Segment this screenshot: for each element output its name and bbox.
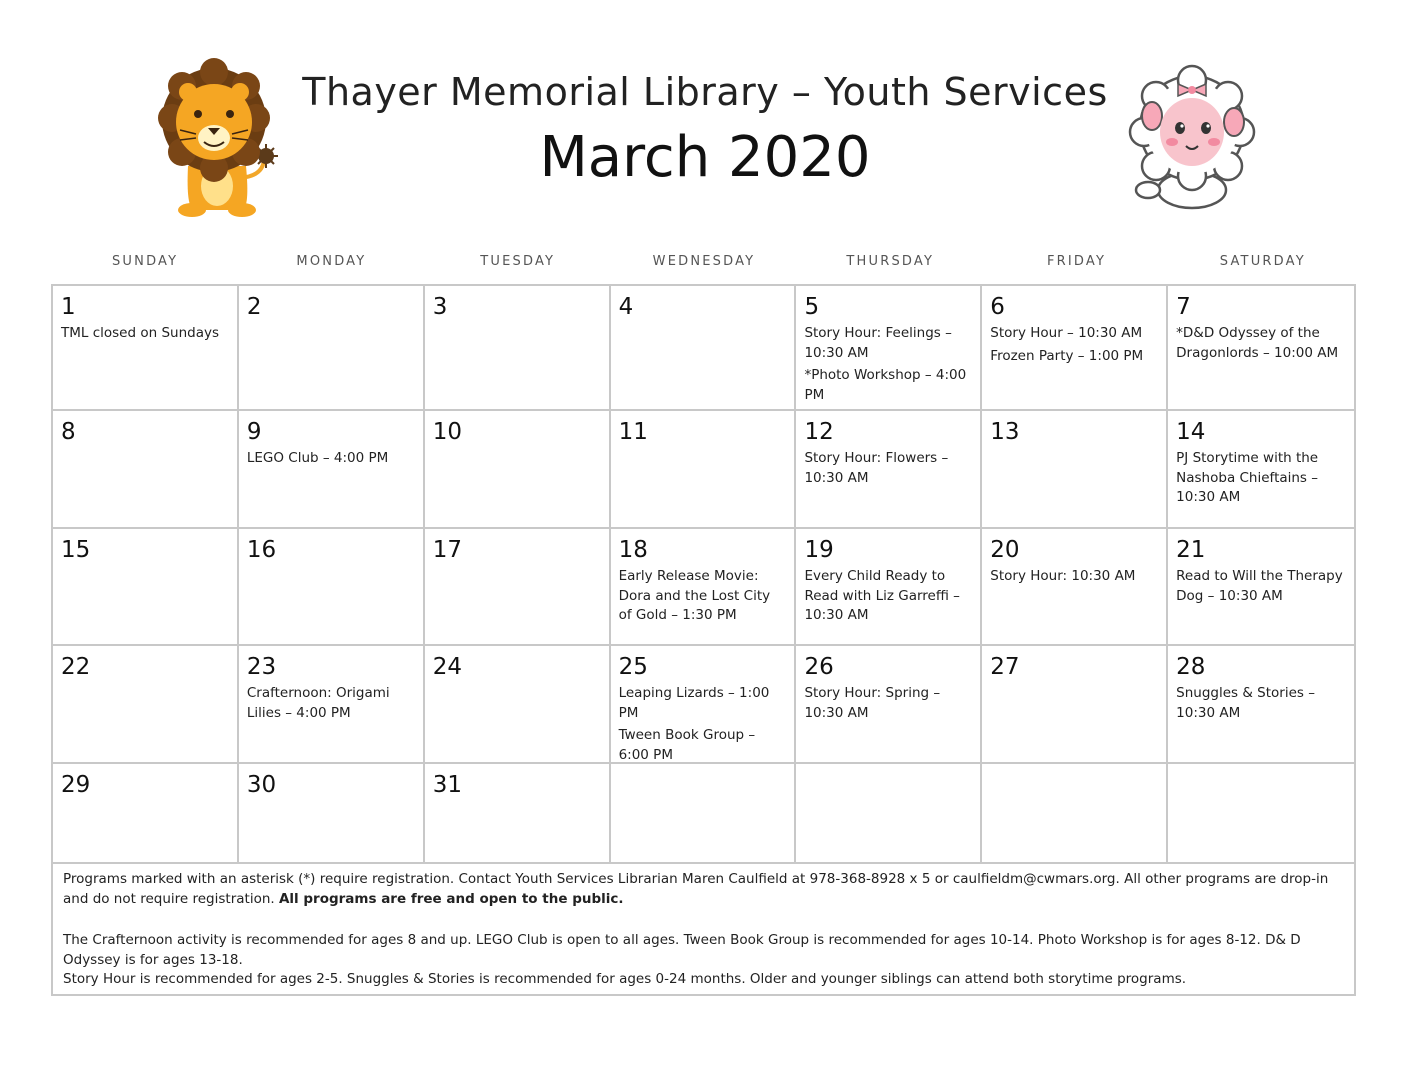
day-number: 20	[990, 537, 1020, 563]
day-cell-3	[425, 286, 611, 409]
day-number: 15	[61, 537, 91, 563]
day-cell-5	[796, 286, 982, 409]
day-number: 23	[246, 654, 277, 680]
day-cell-23	[239, 646, 425, 762]
weekday-monday: MONDAY	[296, 254, 367, 269]
weekday-thursday: THURSDAY	[846, 254, 935, 269]
day-number: 31	[432, 772, 462, 798]
event-item: Story Hour: 10:30 AM	[990, 568, 1136, 584]
day-number: 9	[246, 419, 262, 445]
day-number: 3	[432, 294, 448, 320]
day-number: 18	[618, 537, 648, 563]
day-cell-4	[611, 286, 797, 409]
calendar-week-row	[53, 764, 1354, 864]
day-number: 7	[1176, 294, 1191, 320]
event-item: Read to Will the Therapy Dog – 10:30 AM	[1176, 568, 1343, 604]
event-item: *D&D Odyssey of the Dragonlords – 10:00 AM	[1176, 325, 1339, 361]
day-cell-14	[1168, 411, 1354, 527]
day-cell-10	[425, 411, 611, 527]
calendar-grid	[51, 284, 1356, 996]
library-title: Thayer Memorial Library – Youth Services	[302, 70, 1108, 114]
day-number: 14	[1176, 419, 1206, 445]
day-number: 8	[61, 419, 76, 445]
note-storytime-ages: Story Hour is recommended for ages 2-5. Snuggles & Stories is recommended for ages 0-24 months. Older and younger siblings can attend both storytime programs.	[63, 971, 1187, 987]
event-item: LEGO Club – 4:00 PM	[246, 450, 389, 466]
weekday-tuesday: TUESDAY	[480, 254, 556, 269]
weekday-saturday: SATURDAY	[1219, 254, 1306, 269]
day-number: 12	[804, 419, 834, 445]
day-cell-28	[1168, 646, 1354, 762]
lion-icon	[152, 58, 284, 218]
event-item: Crafternoon: Origami Lilies – 4:00 PM	[246, 685, 390, 721]
empty-day-cell	[982, 764, 1168, 862]
day-number: 11	[618, 419, 648, 445]
day-number: 19	[804, 537, 834, 563]
day-cell-21	[1168, 529, 1354, 644]
day-number: 16	[246, 537, 277, 563]
day-cell-30	[239, 764, 425, 862]
day-number: 5	[804, 294, 820, 320]
day-cell-8	[53, 411, 239, 527]
day-cell-12	[796, 411, 982, 527]
event-item: Leaping Lizards – 1:00 PM	[618, 685, 770, 721]
day-cell-1	[53, 286, 239, 409]
day-number: 21	[1176, 537, 1206, 563]
day-cell-18	[611, 529, 797, 644]
day-number: 2	[246, 294, 262, 320]
month-title: March 2020	[539, 125, 871, 190]
day-cell-26	[796, 646, 982, 762]
day-cell-2	[239, 286, 425, 409]
day-cell-13	[982, 411, 1168, 527]
day-number: 22	[61, 654, 91, 680]
event-item: Every Child Ready to Read with Liz Garreffi – 10:30 AM	[804, 568, 960, 623]
day-number: 10	[432, 419, 462, 445]
note-registration	[63, 870, 1344, 909]
day-cell-6	[982, 286, 1168, 409]
day-number: 27	[990, 654, 1020, 680]
note-free-programs: All programs are free and open to the public.	[278, 890, 624, 907]
day-cell-7	[1168, 286, 1354, 409]
day-cell-29	[53, 764, 239, 862]
day-cell-19	[796, 529, 982, 644]
weekday-wednesday: WEDNESDAY	[652, 254, 756, 269]
day-number: 1	[61, 294, 76, 320]
day-number: 4	[618, 294, 634, 320]
day-cell-16	[239, 529, 425, 644]
calendar-week-row	[53, 286, 1354, 411]
day-cell-22	[53, 646, 239, 762]
day-cell-27	[982, 646, 1168, 762]
day-cell-9	[239, 411, 425, 527]
note-age-recommendations: The Crafternoon activity is recommended for ages 8 and up. LEGO Club is open to all ages. Tween Book Group is recommended for ages 10-14. Photo Workshop is for ages 8-12. D& D Odyssey is for ages 13-18.	[63, 932, 1301, 968]
empty-day-cell	[1168, 764, 1354, 862]
day-cell-31	[425, 764, 611, 862]
day-number: 29	[61, 772, 91, 798]
day-number: 30	[246, 772, 277, 798]
day-number: 17	[432, 537, 462, 563]
event-item: Tween Book Group – 6:00 PM	[618, 727, 756, 762]
day-cell-17	[425, 529, 611, 644]
lamb-icon	[1122, 62, 1262, 214]
event-item: Story Hour – 10:30 AM	[990, 325, 1143, 341]
weekday-friday: FRIDAY	[1046, 254, 1107, 269]
day-number: 28	[1176, 654, 1206, 680]
event-item: Story Hour: Feelings – 10:30 AM	[804, 325, 952, 361]
weekday-sunday: SUNDAY	[111, 254, 179, 269]
calendar-week-row	[53, 529, 1354, 646]
day-number: 13	[990, 419, 1020, 445]
day-number: 26	[804, 654, 834, 680]
empty-day-cell	[611, 764, 797, 862]
event-item: Snuggles & Stories – 10:30 AM	[1176, 685, 1315, 721]
day-number: 25	[618, 654, 648, 680]
event-item: PJ Storytime with the Nashoba Chieftains – 10:30 AM	[1176, 450, 1319, 505]
note-registration-text: Programs marked with an asterisk (*) require registration. Contact Youth Services Librarian Maren Caulfield at 978-368-8928 x 5 or caulfieldm@cwmars.org. All other programs are drop-in and do not require registration.	[63, 871, 1329, 907]
event-item: Early Release Movie: Dora and the Lost City of Gold – 1:30 PM	[618, 568, 771, 623]
event-item: Story Hour: Flowers – 10:30 AM	[804, 450, 949, 486]
event-item: TML closed on Sundays	[61, 325, 219, 341]
day-cell-20	[982, 529, 1168, 644]
day-cell-24	[425, 646, 611, 762]
calendar-week-row	[53, 646, 1354, 764]
empty-day-cell	[796, 764, 982, 862]
event-item: Story Hour: Spring – 10:30 AM	[804, 685, 941, 721]
event-item: *Photo Workshop – 4:00 PM	[804, 367, 967, 403]
day-number: 6	[990, 294, 1005, 320]
notes-section	[53, 864, 1354, 996]
event-item: Frozen Party – 1:00 PM	[990, 347, 1144, 364]
weekday-header-row	[52, 254, 1356, 276]
calendar-week-row	[53, 411, 1354, 529]
day-number: 24	[432, 654, 462, 680]
day-cell-15	[53, 529, 239, 644]
day-cell-25	[611, 646, 797, 762]
day-cell-11	[611, 411, 797, 527]
